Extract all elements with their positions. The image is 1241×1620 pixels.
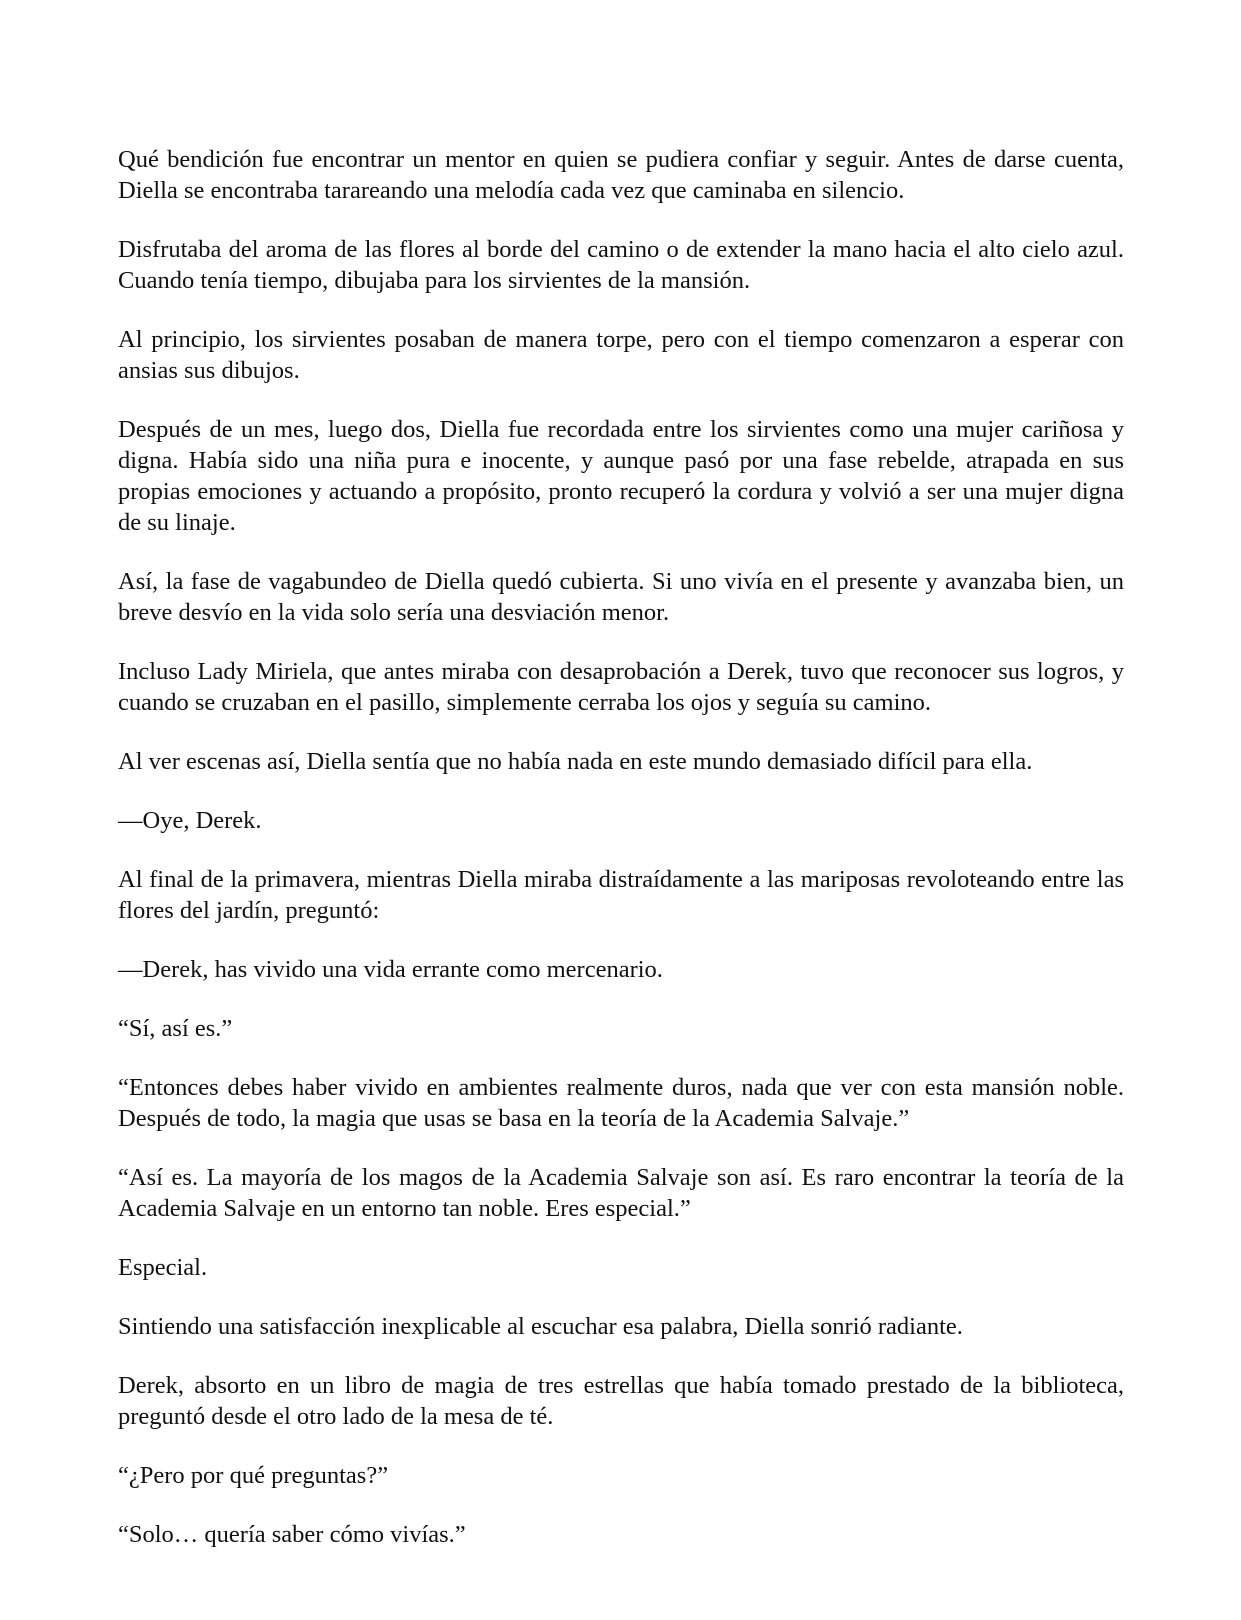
dialogue-line: “Entonces debes haber vivido en ambientes realmente duros, nada que ver con esta mansión noble. Después de todo, la magia que usas se basa en la teoría de la Academia Salvaje.” — [118, 1074, 1124, 1132]
dialogue-line: —Oye, Derek. — [118, 807, 262, 834]
dialogue-line: “Solo… quería saber cómo vivías.” — [118, 1521, 466, 1548]
paragraph: Qué bendición fue encontrar un mentor en quien se pudiera confiar y seguir. Antes de darse cuenta, Diella se encontraba tarareando una melodía cada vez que caminaba en silencio. — [118, 146, 1124, 204]
dialogue-line: “¿Pero por qué preguntas?” — [118, 1462, 389, 1489]
paragraph: Disfrutaba del aroma de las flores al borde del camino o de extender la mano hacia el alto cielo azul. Cuando tenía tiempo, dibujaba para los sirvientes de la mansión. — [118, 236, 1124, 294]
dialogue-line: “Así es. La mayoría de los magos de la Academia Salvaje son así. Es raro encontrar la teoría de la Academia Salvaje en un entorno tan noble. Eres especial.” — [118, 1164, 1124, 1222]
paragraph: Al ver escenas así, Diella sentía que no había nada en este mundo demasiado difícil para ella. — [118, 748, 1033, 775]
paragraph: Sintiendo una satisfacción inexplicable al escuchar esa palabra, Diella sonrió radiante. — [118, 1313, 963, 1340]
paragraph: Al final de la primavera, mientras Diella miraba distraídamente a las mariposas revoloteando entre las flores del jardín, preguntó: — [118, 866, 1124, 924]
dialogue-line: —Derek, has vivido una vida errante como mercenario. — [118, 956, 663, 983]
paragraph: Derek, absorto en un libro de magia de tres estrellas que había tomado prestado de la biblioteca, preguntó desde el otro lado de la mesa de té. — [118, 1372, 1124, 1430]
paragraph: Al principio, los sirvientes posaban de manera torpe, pero con el tiempo comenzaron a esperar con ansias sus dibujos. — [118, 326, 1124, 384]
paragraph: Especial. — [118, 1254, 208, 1281]
paragraph: Incluso Lady Miriela, que antes miraba con desaprobación a Derek, tuvo que reconocer sus logros, y cuando se cruzaban en el pasillo, simplemente cerraba los ojos y seguía su camino. — [118, 658, 1124, 716]
dialogue-line: “Sí, así es.” — [118, 1015, 233, 1042]
paragraph: Después de un mes, luego dos, Diella fue recordada entre los sirvientes como una mujer cariñosa y digna. Había sido una niña pura e inocente, y aunque pasó por una fase rebelde, atrapada en sus propias emociones y actuando a propósito, pronto recuperó la cordura y volvió a ser una mujer digna de su linaje. — [118, 416, 1124, 536]
paragraph: Así, la fase de vagabundeo de Diella quedó cubierta. Si uno vivía en el presente y avanzaba bien, un breve desvío en la vida solo sería una desviación menor. — [118, 568, 1124, 626]
document-page — [118, 144, 1124, 1578]
